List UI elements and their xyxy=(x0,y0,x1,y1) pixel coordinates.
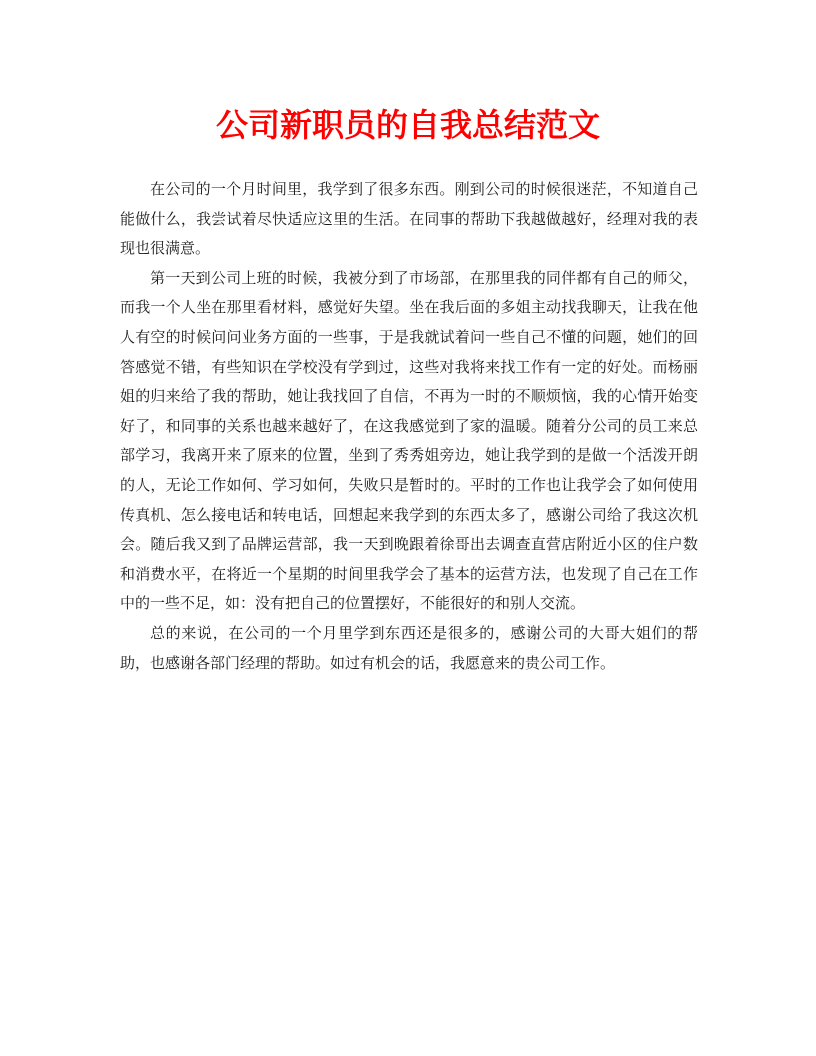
paragraph: 在公司的一个月时间里，我学到了很多东西。刚到公司的时候很迷茫，不知道自己能做什么，我尝试着尽快适应这里的生活。在同事的帮助下我越做越好，经理对我的表现也很满意。 xyxy=(120,180,698,258)
paragraph: 总的来说，在公司的一个月里学到东西还是很多的，感谢公司的大哥大姐们的帮助，也感谢各部门经理的帮助。如过有机会的话，我愿意来的贵公司工作。 xyxy=(120,623,698,672)
document-title: 公司新职员的自我总结范文 xyxy=(215,106,600,144)
document-body xyxy=(120,175,698,678)
paragraph: 第一天到公司上班的时候，我被分到了市场部，在那里我的同伴都有自己的师父，而我一个人坐在那里看材料，感觉好失望。坐在我后面的多姐主动找我聊天，让我在他人有空的时候问问业务方面的一些事，于是我就试着问一些自己不懂的问题，她们的回答感觉不错，有些知识在学校没有学到过，这些对我将来找工作有一定的好处。而杨丽姐的归来给了我的帮助，她让我找回了自信，不再为一时的不顺烦恼，我的心情开始变好了，和同事的关系也越来越好了，在这我感觉到了家的温暖。随着分公司的员工来总部学习，我离开来了原来的位置，坐到了秀秀姐旁边，她让我学到的是做一个活泼开朗的人，无论工作如何、学习如何，失败只是暂时的。平时的工作也让我学会了如何使用传真机、怎么接电话和转电话，回想起来我学到的东西太多了，感谢公司给了我这次机会。随后我又到了品牌运营部，我一天到晚跟着徐哥出去调查直营店附近小区的住户数和消费水平，在将近一个星期的时间里我学会了基本的运营方法，也发现了自己在工作中的一些不足，如：没有把自己的位置摆好，不能很好的和别人交流。 xyxy=(120,268,698,613)
